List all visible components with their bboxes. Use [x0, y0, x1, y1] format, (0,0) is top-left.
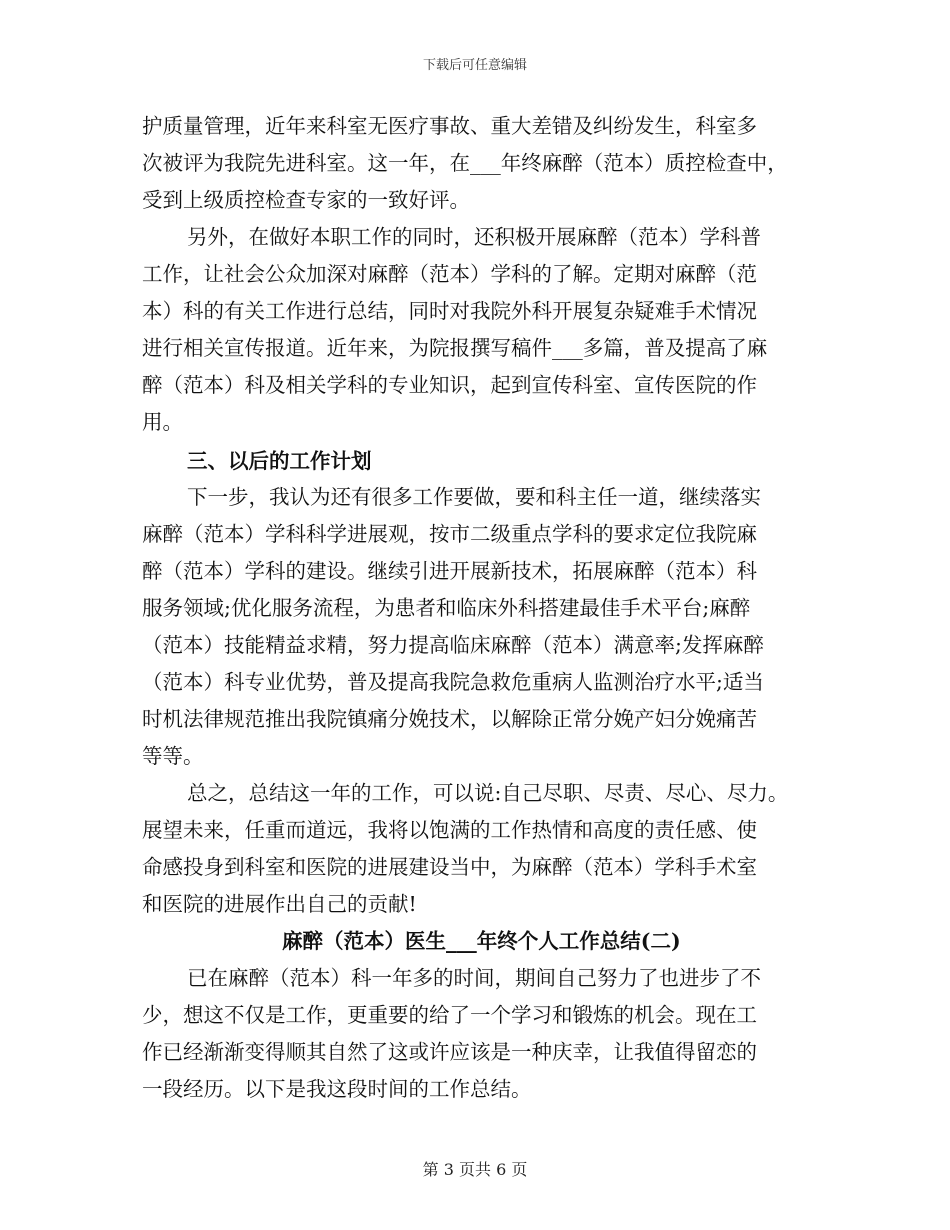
paragraph-line: 用。	[142, 410, 183, 434]
paragraph-line: 作已经渐渐变得顺其自然了这或许应该是一种庆幸，让我值得留恋的	[142, 1040, 757, 1064]
page-header: 下载后可任意编辑	[422, 58, 527, 73]
paragraph-line: 本）科的有关工作进行总结，同时对我院外科开展复杂疑难手术情况	[142, 299, 757, 323]
paragraph-line: 醉（范本）科及相关学科的专业知识，起到宣传科室、宣传医院的作	[142, 373, 757, 397]
paragraph-line: 命感投身到科室和医院的进展建设当中，为麻醉（范本）学科手术室	[142, 855, 757, 879]
paragraph-line: 受到上级质控检查专家的一致好评。	[142, 188, 470, 212]
paragraph-line: 次被评为我院先进科室。这一年，在___年终麻醉（范本）质控检查中，	[142, 151, 788, 175]
paragraph-line: 总之，总结这一年的工作，可以说:自己尽职、尽责、尽心、尽力。	[187, 781, 789, 805]
paragraph-line: 一段经历。以下是我这段时间的工作总结。	[142, 1077, 532, 1101]
paragraph-line: 醉（范本）学科的建设。继续引进开展新技术，拓展麻醉（范本）科	[142, 559, 757, 583]
paragraph-line: 进行相关宣传报道。近年来，为院报撰写稿件___多篇，普及提高了麻	[142, 336, 768, 360]
paragraph-line: 等等。	[142, 744, 204, 768]
paragraph-line: 服务领域;优化服务流程，为患者和临床外科搭建最佳手术平台;麻醉	[142, 596, 751, 620]
paragraph-line: 和医院的进展作出自己的贡献!	[142, 892, 417, 916]
paragraph-line: （范本）科专业优势，普及提高我院急救危重病人监测治疗水平;适当	[142, 670, 764, 694]
paragraph-line: 麻醉（范本）学科科学进展观，按市二级重点学科的要求定位我院麻	[142, 522, 757, 546]
paragraph-line: 下一步，我认为还有很多工作要做，要和科主任一道，继续落实	[187, 485, 761, 509]
paragraph-line: （范本）技能精益求精，努力提高临床麻醉（范本）满意率;发挥麻醉	[142, 633, 764, 657]
paragraph-line: 时机法律规范推出我院镇痛分娩技术，以解除正常分娩产妇分娩痛苦	[142, 707, 757, 731]
paragraph-line: 展望未来，任重而道远，我将以饱满的工作热情和高度的责任感、使	[142, 818, 757, 842]
paragraph-line: 少，想这不仅是工作，更重要的给了一个学习和锻炼的机会。现在工	[142, 1003, 757, 1027]
section-heading: 三、以后的工作计划	[187, 449, 372, 473]
paragraph-line: 工作，让社会公众加深对麻醉（范本）学科的了解。定期对麻醉（范	[142, 262, 757, 286]
document-title: 麻醉（范本）医生___年终个人工作总结(二)	[282, 929, 681, 953]
paragraph-line: 另外，在做好本职工作的同时，还积极开展麻醉（范本）学科普	[187, 225, 761, 249]
paragraph-line: 护质量管理，近年来科室无医疗事故、重大差错及纠纷发生，科室多	[142, 114, 757, 138]
page-footer: 第 3 页共 6 页	[422, 1160, 528, 1179]
paragraph-line: 已在麻醉（范本）科一年多的时间，期间自己努力了也进步了不	[187, 966, 761, 990]
